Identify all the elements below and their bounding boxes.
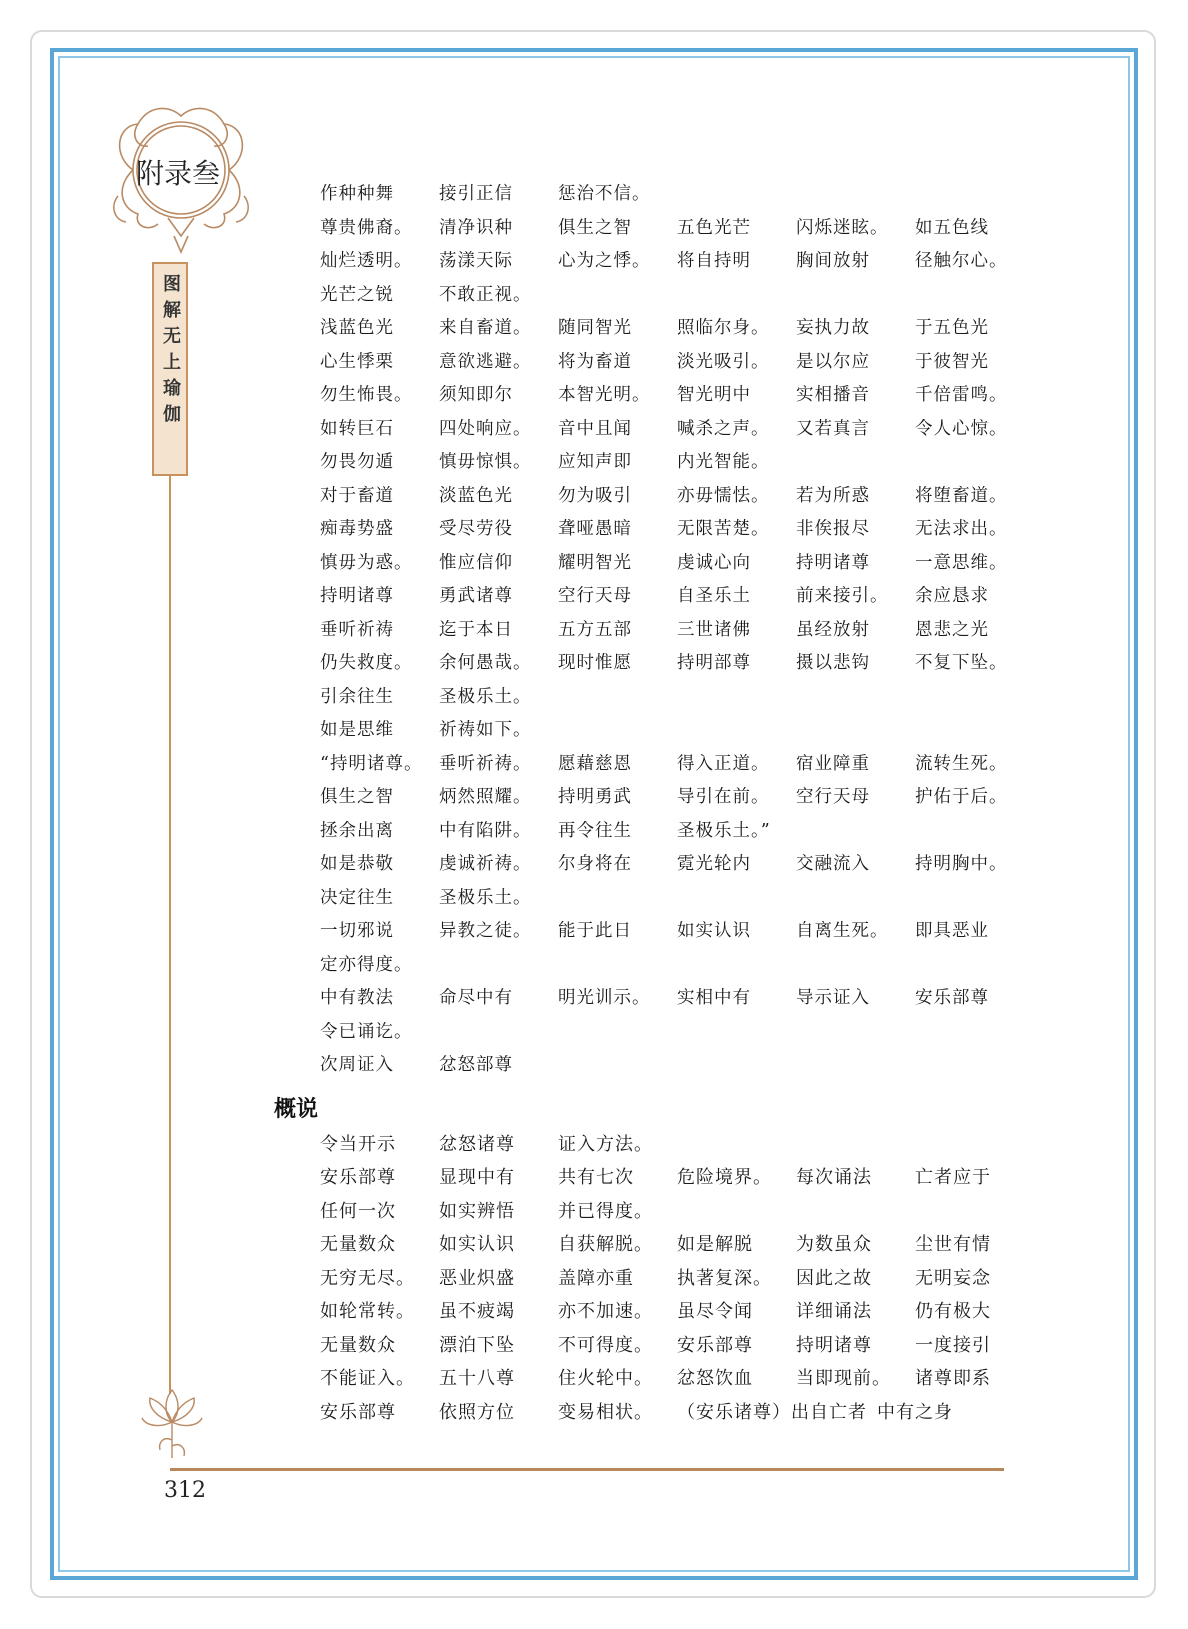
verse-row xyxy=(320,344,1040,378)
verse-phrase: 能于此日 xyxy=(558,921,632,942)
footer-rule xyxy=(170,1468,1004,1471)
verse-phrase: 当即现前。 xyxy=(796,1368,891,1390)
verse-phrase: 垂听祈祷 xyxy=(320,619,394,640)
verse-row xyxy=(320,310,1040,344)
verse-row xyxy=(320,612,1040,646)
verse-row xyxy=(320,411,1040,445)
verse-phrase: 灿烂透明。 xyxy=(320,251,413,272)
verse-phrase: 持明诸尊 xyxy=(320,586,394,607)
verse-phrase: 须知即尔 xyxy=(439,385,513,406)
verse-phrase: 心为之悸。 xyxy=(558,251,651,272)
verse-phrase: 亦毋懦怯。 xyxy=(677,485,770,506)
verse-row xyxy=(320,545,1040,579)
verse-row xyxy=(320,1361,1040,1395)
verse-phrase: 护佑于后。 xyxy=(915,787,1008,808)
side-tab-title: 图解无上瑜伽 xyxy=(160,274,181,430)
verse-phrase: 实相中有 xyxy=(677,988,751,1009)
verse-phrase: 余何愚哉。 xyxy=(439,653,532,674)
verse-phrase: 因此之故 xyxy=(796,1267,872,1289)
verse-phrase: 危险境界。 xyxy=(677,1167,772,1189)
verse-phrase: 尊贵佛裔。 xyxy=(320,217,413,238)
verse-phrase: 五十八尊 xyxy=(439,1368,515,1390)
verse-phrase: 无穷无尽。 xyxy=(320,1267,415,1289)
verse-phrase: 共有七次 xyxy=(558,1167,634,1189)
verse-phrase: 音中且闻 xyxy=(558,418,632,439)
verse-phrase: 每次诵法 xyxy=(796,1167,872,1189)
verse-phrase: 详细诵法 xyxy=(796,1301,872,1323)
verse-phrase: 不可得度。 xyxy=(558,1334,653,1356)
verse-block xyxy=(320,176,1040,1081)
verse-phrase: 光芒之锐 xyxy=(320,284,394,305)
verse-row xyxy=(320,478,1040,512)
verse-phrase: 勿畏勿遁 xyxy=(320,452,394,473)
verse-phrase: 交融流入 xyxy=(796,854,870,875)
verse-phrase: 是以尔应 xyxy=(796,351,870,372)
verse-phrase: 定亦得度。 xyxy=(320,954,413,975)
verse-row xyxy=(320,1047,1040,1081)
verse-phrase: 即具恶业 xyxy=(915,921,989,942)
verse-phrase: 漂泊下坠 xyxy=(439,1334,515,1356)
verse-phrase: 亦不加速。 xyxy=(558,1301,653,1323)
verse-phrase: 迄于本日 xyxy=(439,619,513,640)
verse-row xyxy=(320,746,1040,780)
verse-phrase: 不能证入。 xyxy=(320,1368,415,1390)
verse-phrase: 胸间放射 xyxy=(796,251,870,272)
verse-phrase: 耀明智光 xyxy=(558,552,632,573)
verse-phrase: 实相播音 xyxy=(796,385,870,406)
verse-phrase: 五方五部 xyxy=(558,619,632,640)
verse-phrase: 聋哑愚暗 xyxy=(558,519,632,540)
verse-row xyxy=(320,779,1040,813)
verse-phrase: 妄执力故 xyxy=(796,318,870,339)
verse-phrase: 任何一次 xyxy=(320,1200,396,1222)
verse-phrase: 忿怒部尊 xyxy=(439,1055,513,1076)
verse-row xyxy=(320,980,1040,1014)
verse-phrase: 导示证入 xyxy=(796,988,870,1009)
verse-phrase: 圣极乐土。 xyxy=(439,686,532,707)
verse-phrase: 俱生之智 xyxy=(558,217,632,238)
verse-phrase: 勿为吸引 xyxy=(558,485,632,506)
verse-phrase: 慎毋为惑。 xyxy=(320,552,413,573)
verse-phrase: 愿藉慈恩 xyxy=(558,753,632,774)
verse-phrase: 接引正信 xyxy=(439,184,513,205)
verse-row xyxy=(320,1260,1040,1294)
verse-phrase: 浅蓝色光 xyxy=(320,318,394,339)
margin-rule xyxy=(169,476,171,1394)
verse-phrase: 慎毋惊惧。 xyxy=(439,452,532,473)
verse-phrase: 意欲逃避。 xyxy=(439,351,532,372)
verse-phrase: 令已诵讫。 xyxy=(320,1021,413,1042)
verse-phrase: 无量数众 xyxy=(320,1334,396,1356)
verse-phrase: 现时惟愿 xyxy=(558,653,632,674)
verse-row xyxy=(320,1193,1040,1227)
verse-phrase: 余应恳求 xyxy=(915,586,989,607)
verse-phrase: 喊杀之声。 xyxy=(677,418,770,439)
verse-phrase: 忿怒诸尊 xyxy=(439,1133,515,1155)
verse-row xyxy=(320,377,1040,411)
verse-phrase: 尔身将在 xyxy=(558,854,632,875)
verse-phrase: 清净识种 xyxy=(439,217,513,238)
verse-phrase: 持明胸中。 xyxy=(915,854,1008,875)
verse-phrase: 得入正道。 xyxy=(677,753,770,774)
verse-phrase: 自获解脱。 xyxy=(558,1234,653,1256)
verse-phrase: 虽经放射 xyxy=(796,619,870,640)
verse-phrase: 圣极乐土。 xyxy=(439,887,532,908)
verse-row xyxy=(320,578,1040,612)
verse-phrase: 于彼智光 xyxy=(915,351,989,372)
verse-row xyxy=(320,1294,1040,1328)
chapter-label: 附录叁 xyxy=(135,157,220,190)
verse-row xyxy=(320,645,1040,679)
verse-phrase: 照临尔身。 xyxy=(677,318,770,339)
verse-phrase: 明光训示。 xyxy=(558,988,651,1009)
verse-phrase: 如实认识 xyxy=(439,1234,515,1256)
verse-phrase: 恶业炽盛 xyxy=(439,1267,515,1289)
verse-phrase: 荡漾天际 xyxy=(439,251,513,272)
section-verse-block xyxy=(320,1126,1040,1428)
verse-phrase: 作种种舞 xyxy=(320,184,394,205)
verse-phrase: 来自畜道。 xyxy=(439,318,532,339)
verse-phrase: 引余往生 xyxy=(320,686,394,707)
page-number: 312 xyxy=(164,1478,206,1503)
verse-row xyxy=(320,243,1040,277)
verse-phrase: 不复下坠。 xyxy=(915,653,1008,674)
verse-phrase: 霓光轮内 xyxy=(677,854,751,875)
verse-phrase: 四处响应。 xyxy=(439,418,532,439)
verse-row xyxy=(320,277,1040,311)
verse-phrase: 惟应信仰 xyxy=(439,552,513,573)
verse-phrase: 空行天母 xyxy=(796,787,870,808)
verse-phrase: 盖障亦重 xyxy=(558,1267,634,1289)
section-heading: 概说 xyxy=(274,1097,319,1122)
verse-phrase: 不敢正视。 xyxy=(439,284,532,305)
verse-phrase: 亡者应于 xyxy=(915,1167,991,1189)
verse-phrase: 拯余出离 xyxy=(320,820,394,841)
verse-row xyxy=(320,947,1040,981)
verse-phrase: 仍失救度。 xyxy=(320,653,413,674)
verse-phrase: 又若真言 xyxy=(796,418,870,439)
verse-row xyxy=(320,880,1040,914)
verse-phrase: 中有陷阱。 xyxy=(439,820,532,841)
verse-phrase: “持明诸尊。 xyxy=(320,753,423,774)
verse-phrase: 如是恭敬 xyxy=(320,854,394,875)
verse-phrase: 如是解脱 xyxy=(677,1234,753,1256)
verse-row xyxy=(320,1014,1040,1048)
verse-phrase: 持明诸尊 xyxy=(796,552,870,573)
verse-phrase: 无明妄念 xyxy=(915,1267,991,1289)
verse-row xyxy=(320,846,1040,880)
verse-row xyxy=(320,511,1040,545)
lotus-ornament-icon xyxy=(140,1380,204,1464)
verse-phrase: 宿业障重 xyxy=(796,753,870,774)
verse-phrase: 摄以悲钩 xyxy=(796,653,870,674)
verse-phrase: 如实认识 xyxy=(677,921,751,942)
verse-phrase: 尘世有情 xyxy=(915,1234,991,1256)
verse-phrase: 将堕畜道。 xyxy=(915,485,1008,506)
verse-phrase: 持明部尊 xyxy=(677,653,751,674)
verse-phrase: 三世诸佛 xyxy=(677,619,751,640)
verse-phrase: 为数虽众 xyxy=(796,1234,872,1256)
verse-phrase: 圣极乐土。” xyxy=(677,820,771,841)
verse-phrase: 炳然照耀。 xyxy=(439,787,532,808)
verse-phrase: 勇武诸尊 xyxy=(439,586,513,607)
verse-phrase: 命尽中有 xyxy=(439,988,513,1009)
verse-phrase: 一意思维。 xyxy=(915,552,1008,573)
verse-phrase: 如转巨石 xyxy=(320,418,394,439)
verse-phrase: 前来接引。 xyxy=(796,586,889,607)
verse-phrase: 内光智能。 xyxy=(677,452,770,473)
verse-phrase: 一度接引 xyxy=(915,1334,991,1356)
verse-phrase: 安乐部尊 xyxy=(320,1167,396,1189)
verse-phrase: 将自持明 xyxy=(677,251,751,272)
verse-phrase: 虔诚心向 xyxy=(677,552,751,573)
verse-phrase: 如是思维 xyxy=(320,720,394,741)
verse-phrase: 非俟报尽 xyxy=(796,519,870,540)
verse-phrase: 本智光明。 xyxy=(558,385,651,406)
verse-phrase: 五色光芒 xyxy=(677,217,751,238)
verse-row xyxy=(320,913,1040,947)
verse-phrase: 如五色线 xyxy=(915,217,989,238)
verse-row xyxy=(320,1160,1040,1194)
verse-phrase: 无限苦楚。 xyxy=(677,519,770,540)
verse-row xyxy=(320,210,1040,244)
verse-phrase: 次周证入 xyxy=(320,1055,394,1076)
verse-phrase: 心生悸栗 xyxy=(320,351,394,372)
verse-row xyxy=(320,444,1040,478)
verse-row xyxy=(320,1126,1040,1160)
verse-phrase: 再令往生 xyxy=(558,820,632,841)
verse-phrase: 淡光吸引。 xyxy=(677,351,770,372)
verse-phrase: 证入方法。 xyxy=(558,1133,653,1155)
verse-phrase: 安乐部尊 xyxy=(677,1334,753,1356)
verse-row xyxy=(320,679,1040,713)
verse-phrase: 中有之身 xyxy=(877,1401,953,1423)
verse-phrase: 应知声即 xyxy=(558,452,632,473)
verse-phrase: 虔诚祈祷。 xyxy=(439,854,532,875)
verse-row xyxy=(320,1327,1040,1361)
side-tab xyxy=(152,262,188,476)
verse-phrase: 俱生之智 xyxy=(320,787,394,808)
verse-phrase: 仍有极大 xyxy=(915,1301,991,1323)
verse-row xyxy=(320,1394,1040,1428)
verse-phrase: 自圣乐土 xyxy=(677,586,751,607)
verse-phrase: 执著复深。 xyxy=(677,1267,772,1289)
verse-phrase: 空行天母 xyxy=(558,586,632,607)
verse-phrase: 恩悲之光 xyxy=(915,619,989,640)
verse-phrase: 智光明中 xyxy=(677,385,751,406)
verse-phrase: 令人心惊。 xyxy=(915,418,1008,439)
verse-phrase: 并已得度。 xyxy=(558,1200,653,1222)
verse-phrase: 一切邪说 xyxy=(320,921,394,942)
verse-phrase: 住火轮中。 xyxy=(558,1368,653,1390)
verse-phrase: 如实辨悟 xyxy=(439,1200,515,1222)
verse-phrase: 依照方位 xyxy=(439,1401,515,1423)
verse-phrase: 无法求出。 xyxy=(915,519,1008,540)
verse-phrase: 千倍雷鸣。 xyxy=(915,385,1008,406)
verse-phrase: 流转生死。 xyxy=(915,753,1008,774)
verse-phrase: 忿怒饮血 xyxy=(677,1368,753,1390)
verse-phrase: 闪烁迷眩。 xyxy=(796,217,889,238)
verse-phrase: 痴毒势盛 xyxy=(320,519,394,540)
verse-phrase: 受尽劳役 xyxy=(439,519,513,540)
verse-phrase: 如轮常转。 xyxy=(320,1301,415,1323)
verse-phrase: 径触尔心。 xyxy=(915,251,1008,272)
verse-phrase: 自离生死。 xyxy=(796,921,889,942)
verse-phrase: 变易相状。 xyxy=(558,1401,653,1423)
verse-phrase: 将为畜道 xyxy=(558,351,632,372)
verse-phrase: 持明诸尊 xyxy=(796,1334,872,1356)
verse-phrase: 中有教法 xyxy=(320,988,394,1009)
verse-phrase: 若为所惑 xyxy=(796,485,870,506)
verse-phrase: 安乐部尊 xyxy=(320,1401,396,1423)
verse-phrase: 垂听祈祷。 xyxy=(439,753,532,774)
verse-phrase: 安乐部尊 xyxy=(915,988,989,1009)
verse-phrase: 决定往生 xyxy=(320,887,394,908)
verse-row xyxy=(320,1227,1040,1261)
verse-phrase: 无量数众 xyxy=(320,1234,396,1256)
verse-phrase: 于五色光 xyxy=(915,318,989,339)
verse-phrase: （安乐诸尊）出自亡者 xyxy=(677,1401,867,1423)
verse-phrase: 异教之徒。 xyxy=(439,921,532,942)
verse-row xyxy=(320,712,1040,746)
verse-phrase: 导引在前。 xyxy=(677,787,770,808)
verse-row xyxy=(320,813,1040,847)
verse-phrase: 持明勇武 xyxy=(558,787,632,808)
verse-phrase: 诸尊即系 xyxy=(915,1368,991,1390)
verse-phrase: 随同智光 xyxy=(558,318,632,339)
verse-phrase: 勿生怖畏。 xyxy=(320,385,413,406)
verse-phrase: 淡蓝色光 xyxy=(439,485,513,506)
verse-phrase: 虽尽令闻 xyxy=(677,1301,753,1323)
verse-phrase: 显现中有 xyxy=(439,1167,515,1189)
verse-phrase: 惩治不信。 xyxy=(558,184,651,205)
verse-phrase: 对于畜道 xyxy=(320,485,394,506)
verse-phrase: 虽不疲竭 xyxy=(439,1301,515,1323)
verse-phrase: 祈祷如下。 xyxy=(439,720,532,741)
verse-phrase: 令当开示 xyxy=(320,1133,396,1155)
verse-row xyxy=(320,176,1040,210)
